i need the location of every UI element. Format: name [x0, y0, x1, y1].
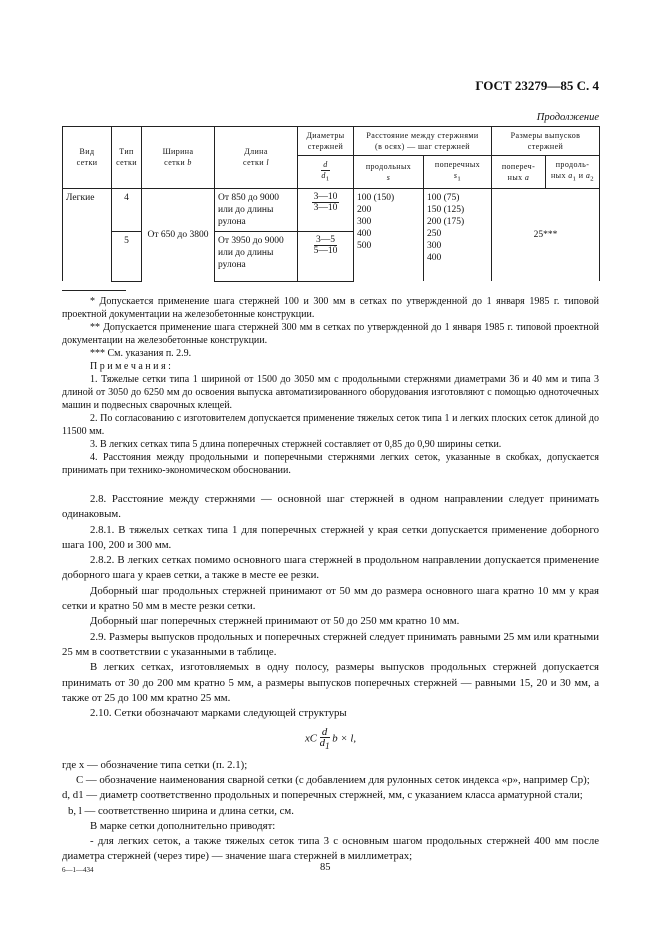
clause-2-8-2: 2.8.2. В легких сетках помимо основного шага стержней в продольном направлении допускается применение доборного шага у краев сетки, а также в месте ее резки.	[62, 554, 599, 582]
cell-diam: $\frac{3—5}{5—10}$	[298, 231, 354, 281]
table-row	[63, 188, 600, 231]
continuation-label: Продолжение	[536, 112, 599, 123]
cell-kind: Легкие	[63, 188, 112, 281]
mark-item-1: - для легких сеток, а также тяжелых сеток типа 3 с основным шагом продольных стержней 400 мм после диаметра стержней (через тире) — значение шага стержней в миллиметрах;	[62, 835, 599, 863]
clause-2-8-2-c: Доборный шаг поперечных стержней принимают от 50 до 250 мм кратно 10 мм.	[90, 615, 460, 628]
note-4: 4. Расстояния между продольными и поперечными стержнями легких сеток, указанные в скобках, допускается принимать при технико-экономическом обосновании.	[62, 452, 599, 476]
clause-2-8: 2.8. Расстояние между стержнями — основной шаг стержней в одном направлении следует принимать одинаковым.	[62, 493, 599, 521]
col-longitudinal: продольных s	[354, 156, 424, 189]
clause-2-8-1: 2.8.1. В тяжелых сетках типа 1 для поперечных стержней у края сетки допускается применение доборного шага 100, 200 и 300 мм.	[62, 523, 599, 551]
footnote-2: ** Допускается применение шага стержней 300 мм в сетках по утвержденной до 1 января 1985 г. типовой проектной документации на железобетонные конструкции.	[62, 322, 599, 346]
col-length: Длина сетки l	[215, 127, 298, 189]
note-1: 1. Тяжелые сетки типа 1 шириной от 1500 до 3050 мм с продольными стержнями диаметрами 36 и 40 мм и типа 3 длиной от 3050 до 6250 мм до освоения выпуска автоматизированного оборудования изготовляют с помощью одноточечных машин и подвесных сварочных клещей.	[62, 374, 599, 411]
mesh-table	[62, 126, 600, 282]
document-reference: ГОСТ 23279—85 С. 4	[475, 78, 599, 93]
col-out-longitudinal: продоль- ных $a_1$ и $a_2$	[546, 156, 600, 189]
col-kind: Вид сетки	[63, 127, 112, 189]
col-diam-fraction: $\frac{d}{d_1}$	[298, 156, 354, 189]
cell-width: От 650 до 3800	[142, 188, 215, 281]
page-number: 85	[320, 862, 331, 873]
cell-length: От 850 до 9000 или до длины рулона	[215, 188, 298, 231]
col-transverse: поперечных $s_1$	[424, 156, 492, 189]
clause-2-9: 2.9. Размеры выпусков продольных и поперечных стержней следует принимать равными 25 мм или кратными 25 мм в соответствии с указанными в таблице.	[62, 630, 599, 658]
body-text	[62, 492, 599, 865]
mark-intro: В марке сетки дополнительно приводят:	[90, 819, 276, 832]
cell-outlets: 25***	[492, 188, 600, 281]
cell-diam: $\frac{3—10}{3—10}$	[298, 188, 354, 231]
clause-2-9-b: В легких сетках, изготовляемых в одну полосу, размеры выпусков продольных стержней допускается принимать от 30 до 200 мм кратно 5 мм, а размеры выпусков поперечных стержней — равными 15, 20 и 30 мм, а также от 25 до 100 мм кратно 25 мм.	[62, 661, 599, 704]
table-notes	[62, 290, 599, 477]
cell-type: 4	[112, 188, 142, 231]
print-code: 6—1—434	[62, 866, 94, 874]
col-diam: Диаметры стержней	[298, 127, 354, 156]
def-d: d, d1 — диаметр соответственно продольных и поперечных стержней, мм, с указанием класса арматурной стали;	[62, 789, 583, 802]
cell-transverse: 100 (75) 150 (125) 200 (175) 250 300 400	[424, 188, 492, 281]
clause-2-8-2-b: Доборный шаг продольных стержней принимают от 50 мм до размера основного шага кратно 10 мм у края сетки и кратно 50 мм в месте резки сетки.	[62, 584, 599, 613]
def-b: b, l — соответственно ширина и длина сетки, см.	[68, 804, 294, 817]
footnote-3: *** См. указания п. 2.9.	[90, 348, 192, 359]
footnote-rule	[62, 290, 126, 291]
col-outlets: Размеры выпусков стержней	[492, 127, 600, 156]
clause-2-10: 2.10. Сетки обозначают марками следующей структуры	[90, 707, 347, 720]
col-width: Ширина сетки b	[142, 127, 215, 189]
notes-title: П р и м е ч а н и я :	[90, 361, 171, 372]
cell-length: От 3950 до 9000 или до длины рулона	[215, 231, 298, 281]
footnote-1: * Допускается применение шага стержней 100 и 300 мм в сетках по утвержденной до 1 января 1985 г. типовой проектной документации на железобетонные конструкции.	[62, 296, 599, 320]
def-c: C — обозначение наименования сварной сетки (с добавлением для рулонных сеток индекса «р», например Ср);	[76, 773, 590, 786]
col-out-transverse: попереч- ных a	[492, 156, 546, 189]
note-2: 2. По согласованию с изготовителем допускается применение тяжелых сеток типа 1 и легких плоских сеток длиной до 11500 мм.	[62, 413, 599, 437]
def-x: где x — обозначение типа сетки (п. 2.1);	[62, 758, 248, 771]
col-type: Тип сетки	[112, 127, 142, 189]
note-3: 3. В легких сетках типа 5 длина поперечных стержней составляет от 0,85 до 0,90 ширины сетки.	[90, 439, 502, 450]
col-spacing: Расстояние между стержнями (в осях) — шаг стержней	[354, 127, 492, 156]
mark-formula: xC $\frac{d}{d_1}$ b × l,	[304, 726, 357, 752]
cell-longitudinal: 100 (150) 200 300 400 500	[354, 188, 424, 281]
cell-type: 5	[112, 231, 142, 281]
